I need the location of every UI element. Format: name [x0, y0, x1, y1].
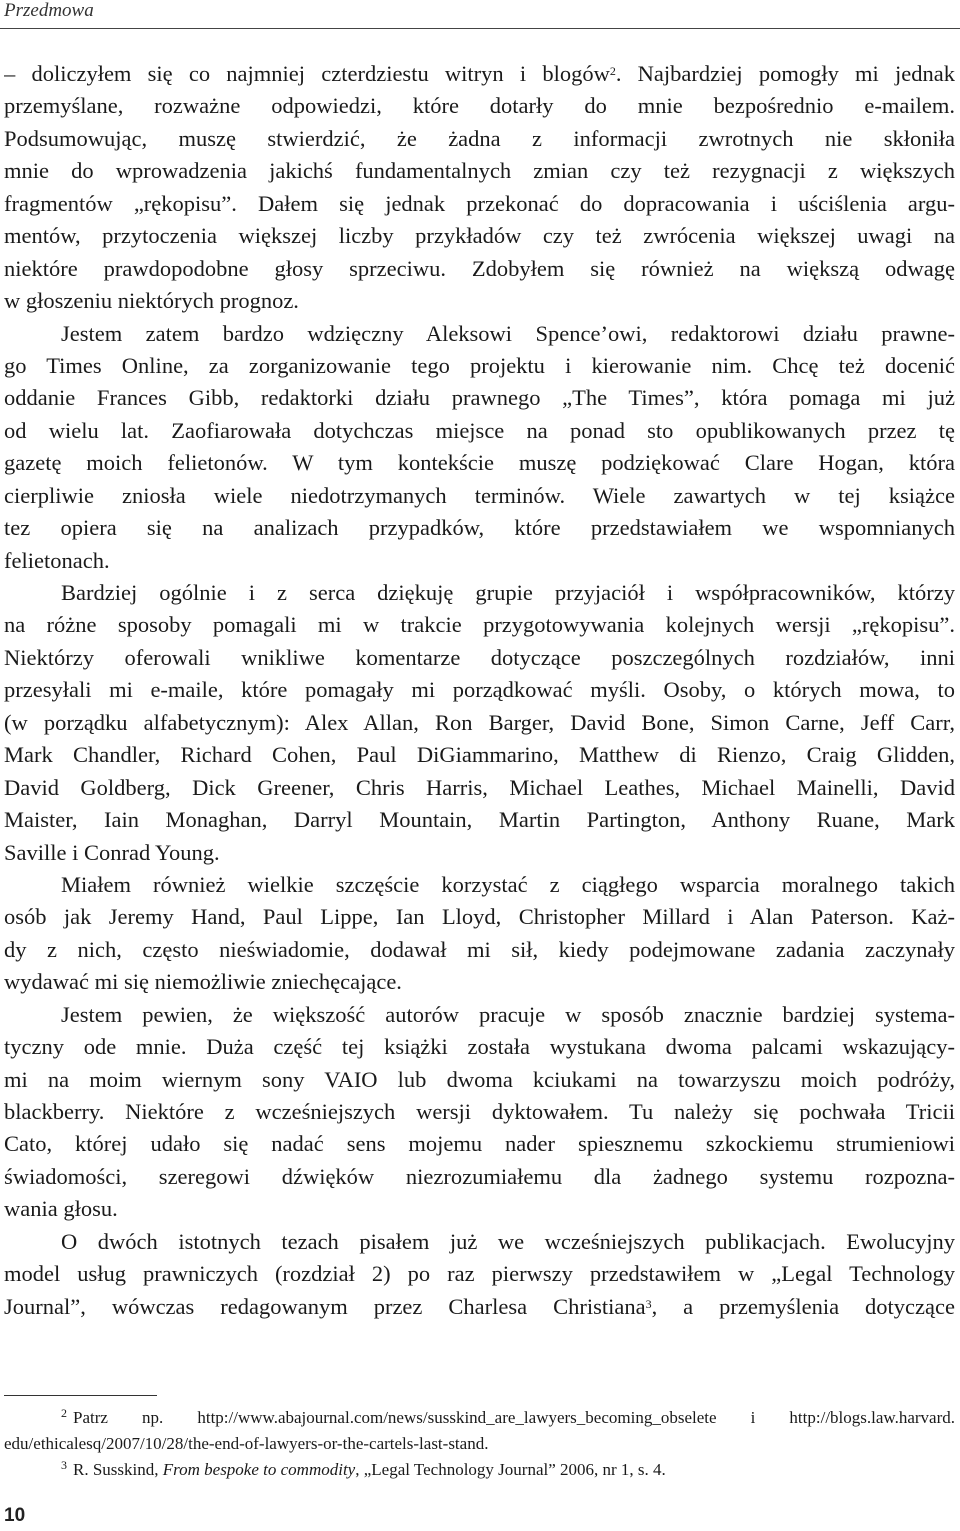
text-line	[4, 901, 955, 933]
text-run: oddanie Frances Gibb, redaktorki działu prawnego „The Times”, która pomaga mi już	[4, 385, 955, 411]
text-run: David Goldberg, Dick Greener, Chris Harris, Michael Leathes, Michael Mainelli, David	[4, 774, 955, 800]
text-run: dy z nich, często nieświadomie, dodawał mi sił, kiedy podejmowane zadania zaczynały	[4, 936, 955, 962]
text-line	[4, 1096, 955, 1128]
text-run: – doliczyłem się co najmniej czterdziestu witryn i blogów	[4, 61, 610, 86]
text-run: (w porządku alfabetycznym): Alex Allan, Ron Barger, David Bone, Simon Carne, Jeff Carr,	[4, 709, 955, 735]
text-line	[4, 966, 955, 998]
text-run: osób jak Jeremy Hand, Paul Lippe, Ian Lloyd, Christopher Millard i Alan Paterson. Każ-	[4, 904, 955, 930]
text-run: go Times Online, za zorganizowanie tego projektu i kierowanie nim. Chcę też docenić	[4, 352, 955, 378]
text-line	[4, 512, 955, 544]
text-line	[4, 220, 955, 252]
text-line	[4, 545, 955, 577]
text-line	[4, 739, 955, 771]
text-run: mi na moim wiernym sony VAIO lub dwoma kciukami na towarzyszu moich podróży,	[4, 1066, 955, 1092]
page-number: 10	[4, 1505, 26, 1526]
footnotes	[4, 1405, 955, 1483]
footnote-number: 3	[61, 1458, 67, 1472]
text-line	[4, 480, 955, 512]
text-run: niektóre prawdopodobne głosy sprzeciwu. Zdobyłem się również na większą odwagę	[4, 255, 955, 281]
text-run: tyczny ode mnie. Duża część tej książki została wystukana dwoma palcami wskazujący-	[4, 1034, 955, 1060]
text-run: tez opiera się na analizach przypadków, które przedstawiałem we wspomnianych	[4, 515, 955, 541]
text-run: Miałem również wielkie szczęście korzystać z ciągłego wsparcia moralnego takich	[61, 871, 955, 897]
text-run: blackberry. Niektóre z wcześniejszych wersji dyktowałem. Tu należy się pochwała Tricii	[4, 1099, 955, 1124]
text-run: Jestem zatem bardzo wdzięczny Aleksowi Spence’owi, redaktorowi działu prawne-	[61, 320, 955, 346]
text-line	[4, 642, 955, 674]
text-line	[4, 1226, 955, 1258]
text-line	[4, 674, 955, 706]
text-line	[4, 253, 955, 285]
text-line	[4, 382, 955, 414]
text-line	[4, 350, 955, 382]
running-header: Przedmowa	[4, 0, 94, 21]
footnote-3	[4, 1457, 955, 1483]
text-line	[4, 447, 955, 479]
main-text	[4, 58, 955, 1323]
text-run: felietonach.	[4, 547, 110, 573]
text-line	[4, 318, 955, 350]
text-run: model usług prawniczych (rozdział 2) po raz pierwszy przedstawiłem w „Legal Technology	[4, 1261, 955, 1287]
text-line	[4, 1291, 955, 1323]
text-line	[4, 285, 955, 317]
text-line	[4, 58, 955, 90]
text-line	[4, 1064, 955, 1096]
text-line	[4, 707, 955, 739]
text-line	[4, 155, 955, 187]
text-run: w głoszeniu niektórych prognoz.	[4, 288, 299, 314]
text-run: przemyślane, rozważne odpowiedzi, które dotarły do mnie bezpośrednio e-mailem.	[4, 93, 955, 119]
footnote-text: R. Susskind,	[73, 1460, 163, 1479]
text-line	[4, 609, 955, 641]
text-run: Jestem pewien, że większość autorów pracuje w sposób znacznie bardziej systema-	[61, 1001, 955, 1027]
footnote-reference: 2	[609, 64, 616, 78]
footnote-text: Patrz np. http://www.abajournal.com/news/susskind_are_lawyers_becoming_obselete i http://blogs.law.harvard.	[73, 1408, 955, 1427]
text-line	[4, 999, 955, 1031]
text-run: Maister, Iain Monaghan, Darryl Mountain, Martin Partington, Anthony Ruane, Mark	[4, 807, 955, 833]
text-run: mnie do wprowadzenia jakichś fundamentalnych zmian czy też rezygnacji z większych	[4, 158, 955, 184]
footnote-italic-title: From bespoke to commodity	[162, 1460, 356, 1479]
text-run: Saville i Conrad Young.	[4, 839, 220, 865]
text-run: O dwóch istotnych tezach pisałem już we wcześniejszych publikacjach. Ewolucyjny	[61, 1228, 955, 1254]
text-run: Bardziej ogólnie i z serca dziękuję grupie przyjaciół i współpracowników, którzy	[61, 580, 955, 605]
text-run: Podsumowując, muszę stwierdzić, że żadna z informacji zwrotnych nie skłoniła	[4, 125, 955, 151]
text-line	[4, 1193, 955, 1225]
text-run: Mark Chandler, Richard Cohen, Paul DiGiammarino, Matthew di Rienzo, Craig Glidden,	[4, 742, 955, 768]
text-run: Journal”, wówczas redagowanym przez Charlesa Christiana	[4, 1293, 646, 1319]
text-line	[4, 772, 955, 804]
text-line	[4, 837, 955, 869]
text-line	[4, 90, 955, 122]
text-line	[4, 577, 955, 609]
text-line	[4, 869, 955, 901]
text-run: mentów, przytoczenia większej liczby przykładów czy też zwrócenia większej uwagi na	[4, 223, 955, 249]
text-line	[4, 1031, 955, 1063]
text-run: gazetę moich felietonów. W tym kontekście muszę podziękować Clare Hogan, która	[4, 450, 955, 476]
text-line	[4, 415, 955, 447]
text-run: , a przemyślenia dotyczące	[651, 1293, 955, 1319]
text-run: wania głosu.	[4, 1196, 118, 1222]
text-run: cierpliwie zniosła wiele niedotrzymanych terminów. Wiele zawartych w tej książce	[4, 482, 955, 508]
header-rule	[0, 28, 960, 29]
text-run: na różne sposoby pomagali mi w trakcie przygotowywania kolejnych wersji „rękopisu”.	[4, 612, 955, 638]
footnote-text: , „Legal Technology Journal” 2006, nr 1, s. 4.	[355, 1460, 666, 1479]
footnote-2-line-2: edu/ethicalesq/2007/10/28/the-end-of-lawyers-or-the-cartels-last-stand.	[4, 1434, 489, 1453]
text-run: świadomości, szeregowi dźwięków niezrozumiałemu dla żadnego systemu rozpozna-	[4, 1163, 955, 1189]
text-line	[4, 804, 955, 836]
text-line	[4, 123, 955, 155]
text-run: fragmentów „rękopisu”. Dałem się jednak przekonać do dopracowania i uściślenia argu-	[4, 190, 955, 216]
footnote-reference: 3	[645, 1296, 652, 1311]
text-run: Niektórzy oferowali wnikliwe komentarze dotyczące poszczególnych rozdziałów, inni	[4, 644, 955, 670]
text-run: od wielu lat. Zaofiarowała dotychczas miejsce na ponad sto opublikowanych przez tę	[4, 417, 955, 443]
text-line	[4, 1258, 955, 1290]
text-line	[4, 1161, 955, 1193]
text-line	[4, 934, 955, 966]
footnote-number: 2	[61, 1406, 67, 1420]
text-run: wydawać mi się niemożliwie zniechęcające.	[4, 969, 402, 995]
text-run: Cato, której udało się nadać sens mojemu nader spiesznemu szkockiemu strumieniowi	[4, 1131, 955, 1157]
text-line	[4, 188, 955, 220]
footnote-rule	[4, 1395, 157, 1396]
text-line	[4, 1128, 955, 1160]
text-run: przesyłali mi e-maile, które pomagały mi porządkować myśli. Osoby, o których mowa, to	[4, 677, 955, 703]
text-run: . Najbardziej pomogły mi jednak	[615, 61, 955, 86]
footnote-2-line-1	[4, 1405, 955, 1431]
